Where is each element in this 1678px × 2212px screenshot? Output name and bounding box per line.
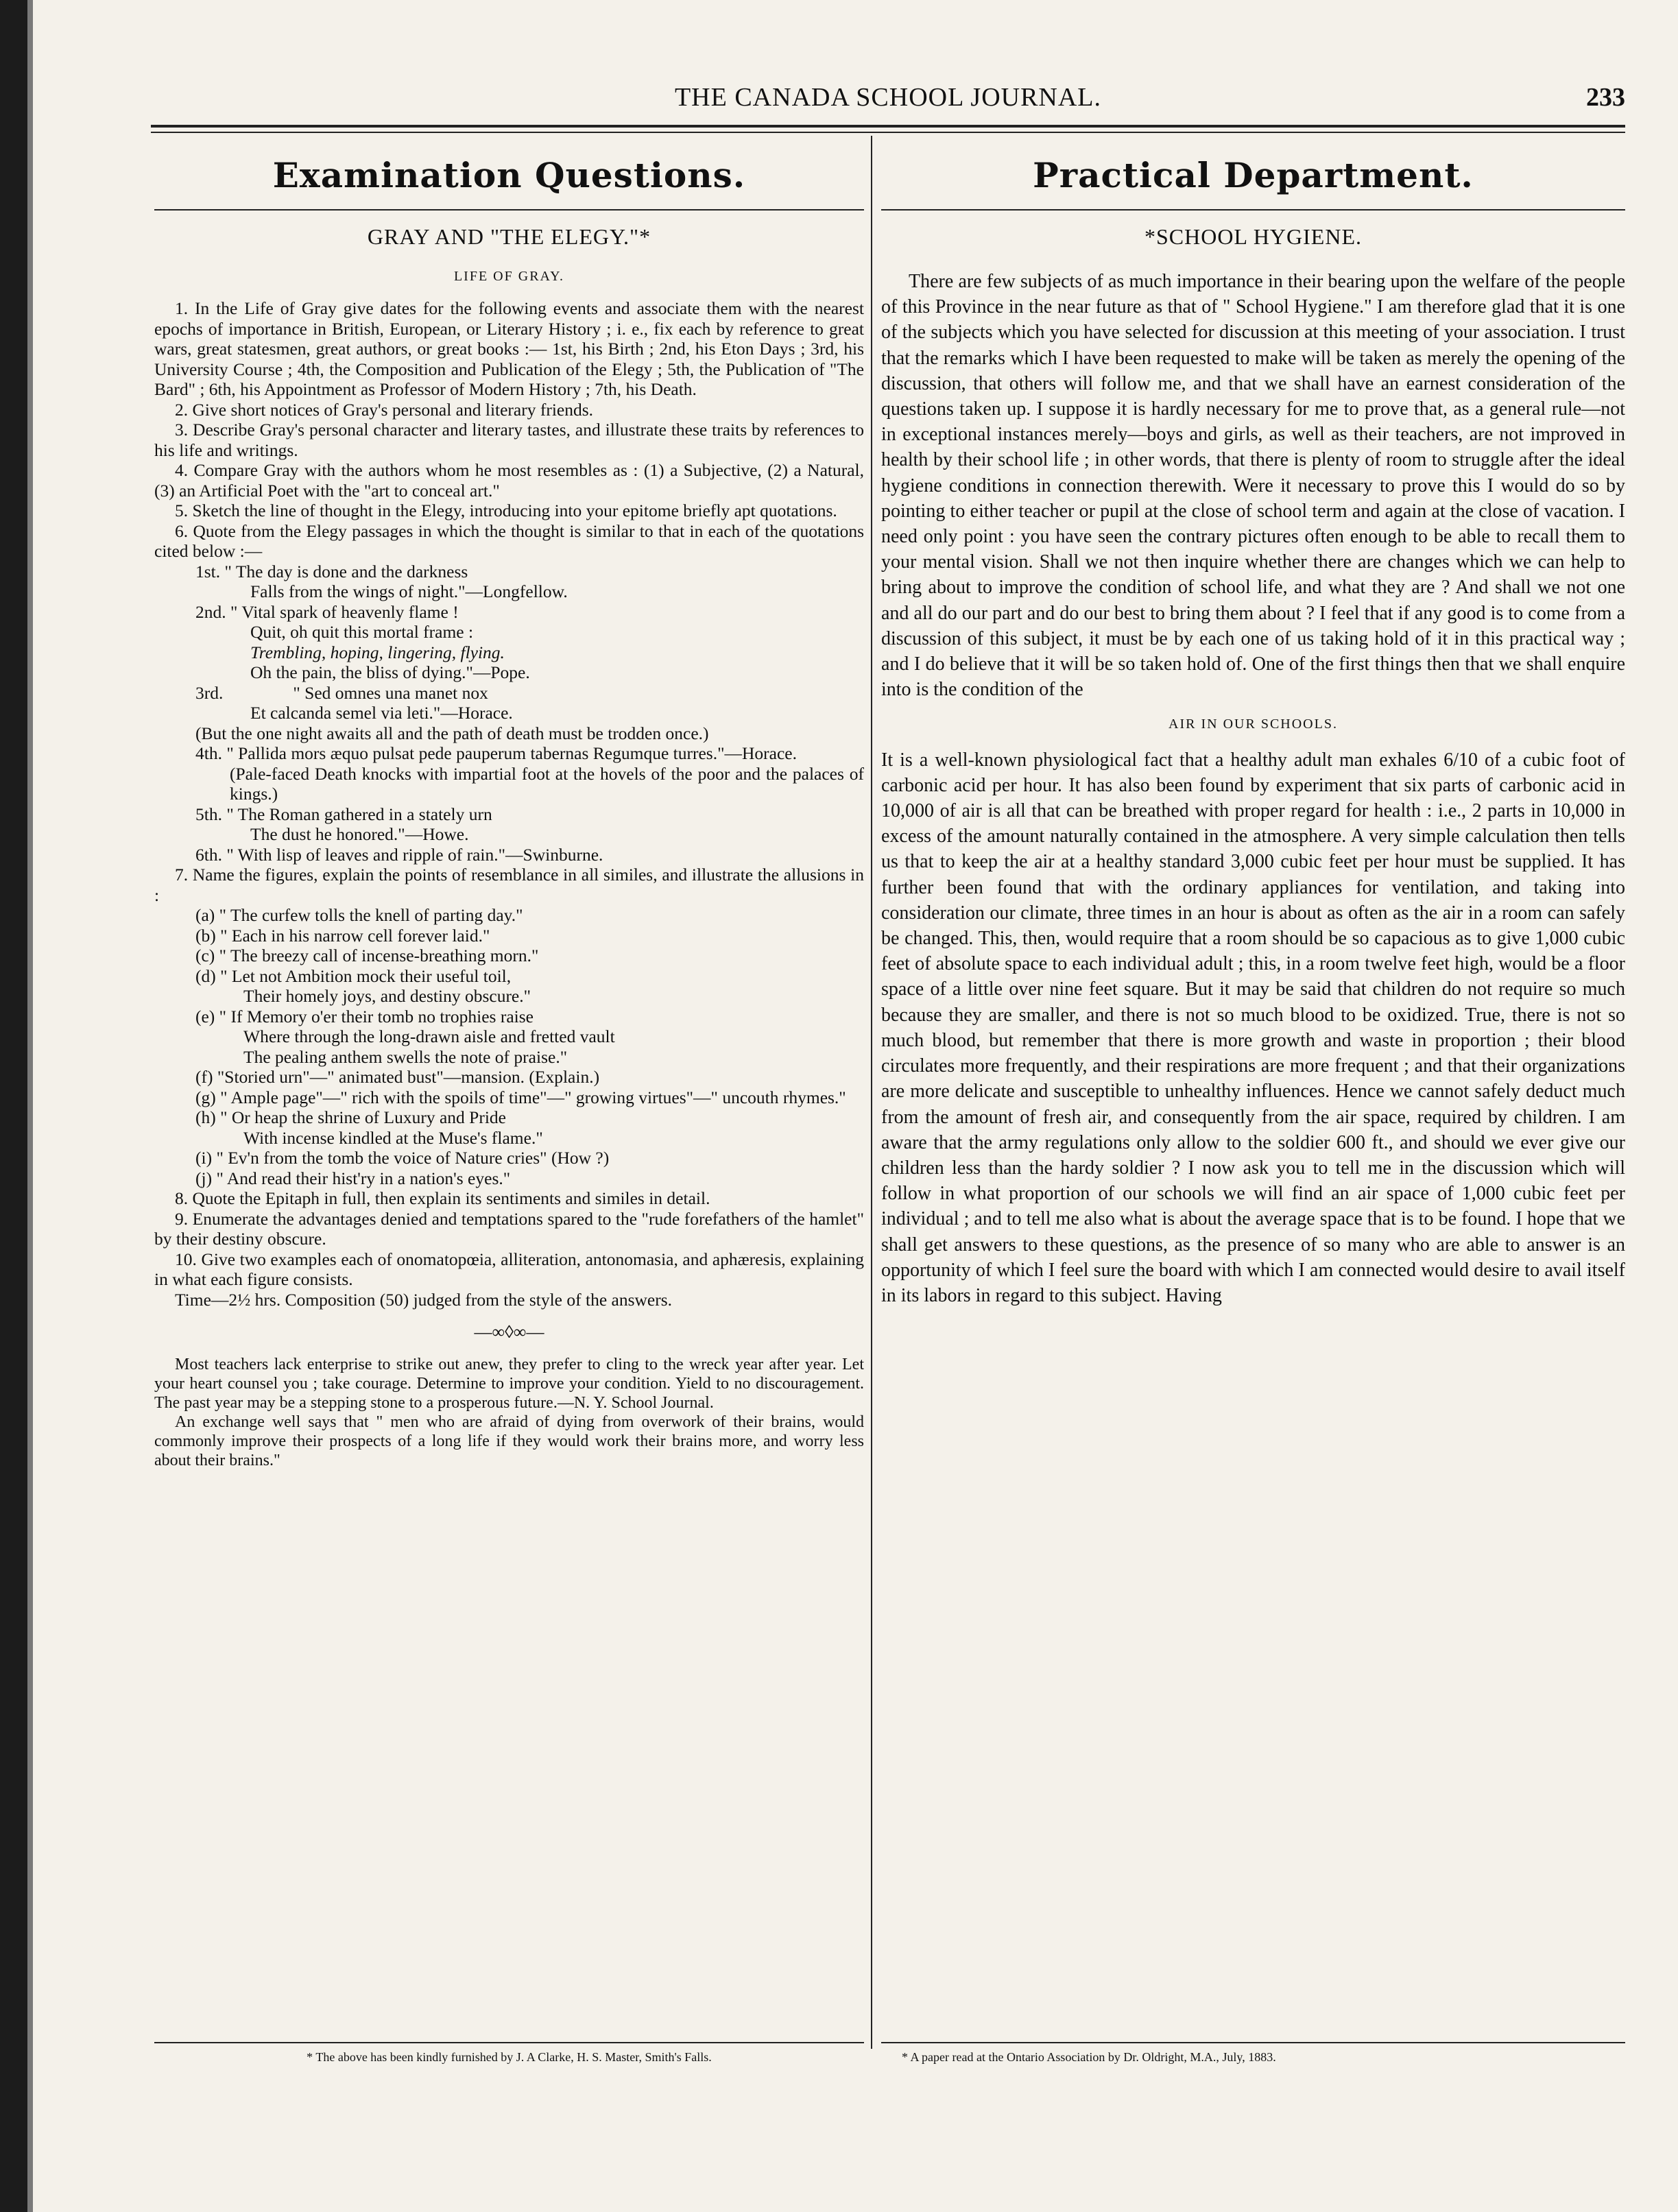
header-rule-thin [151,132,1625,133]
quote-6-3b: Et calcanda semel via leti."—Horace. [250,703,513,723]
quote-7-f: (f) "Storied urn"—" animated bust"—mansion. (Explain.) [195,1067,600,1087]
quote-6-2b: Quit, oh quit this mortal frame : [250,622,474,642]
footnote-right: * A paper read at the Ontario Association by Dr. Oldright, M.A., July, 1883. [902,2050,1276,2064]
air-in-schools-subtitle: AIR IN OUR SCHOOLS. [1168,717,1338,732]
quote-6-3a: 3rd. " Sed omnes una manet nox [195,682,488,703]
practical-department-heading: Practical Department. [1033,155,1474,195]
journal-title: THE CANADA SCHOOL JOURNAL. [674,83,1102,112]
footnote-left: * The above has been kindly furnished by J. A Clarke, H. S. Master, Smith's Falls. [307,2050,712,2064]
quote-6-2d: Oh the pain, the bliss of dying."—Pope. [250,662,530,682]
question-2: 2. Give short notices of Gray's personal and literary friends. [175,399,594,420]
quote-7-d2: Their homely joys, and destiny obscure." [243,986,531,1006]
page-number: 233 [1586,83,1625,112]
quote-6-4a: 4th. " Pallida mors æquo pulsat pede pauperum tabernas Regumque turres."—Horace. [195,743,797,763]
school-hygiene-title: *SCHOOL HYGIENE. [1144,224,1362,249]
examination-questions-heading: Examination Questions. [272,155,746,195]
quote-6-3c: (But the one night awaits all and the path of death must be trodden once.) [195,723,709,743]
column-divider [871,136,872,2049]
header-rule [151,125,1625,128]
exam-questions [154,298,864,1310]
heading-rule [881,209,1625,211]
question-3: 3. Describe Gray's personal character and literary tastes, and illustrate these traits by references to his life and writings. [154,420,864,460]
hygiene-article [881,269,1625,1308]
question-4: 4. Compare Gray with the authors whom he most resembles as : (1) a Subjective, (2) a Natural, (3) an Artificial Poet with the "art to conceal art." [154,460,864,501]
quote-6-5a: 5th. " The Roman gathered in a stately urn [195,804,492,824]
exchange-paragraph: An exchange well says that " men who are afraid of dying from overwork of their brains, would commonly improve their prospects of a long life if they would work their brains more, and worry less about their brains." [154,1413,864,1469]
quote-7-c: (c) " The breezy call of incense-breathing morn." [195,946,539,965]
question-10: 10. Give two examples each of onomatopœia, alliteration, antonomasia, and aphæresis, explaining in what each figure consists. [154,1249,864,1289]
page-binding-edge [0,0,48,2212]
footnote-rule-left [154,2042,864,2043]
life-of-gray-subtitle: LIFE OF GRAY. [453,269,565,284]
footnote-rule-right [881,2042,1625,2043]
quote-7-g: (g) " Ample page"—" rich with the spoils of time"—" growing virtues"—" uncouth rhymes." [195,1087,846,1107]
gray-elegy-title: GRAY AND "THE ELEGY."* [367,224,651,249]
hygiene-paragraph-1: There are few subjects of as much importance in their bearing upon the welfare of the people of this Province in the near future as that of " School Hygiene." I am therefore glad that it is one of the subjects which you have selected for discussion at this meeting of your association. I trust that the remarks which I have been requested to make will be taken as merely the opening of the discussion, that others will follow me, and that we shall have an earnest consideration of the questions taken up. I suppose it is hardly necessary for me to prove that, as a general rule—not in exceptional instances merely—boys and girls, as well as their teachers, are not improved in health by their school life ; in other words, that there is plenty of room to struggle after the ideal hygiene conditions in connection therewith. Were it necessary to prove this I would do so by pointing to either teacher or pupil at the close of school term and again at the close of vacation. I need only point : you have seen the contrary pictures often enough to be able to recall them to your mental vision. Shall we not then inquire whether there are changes which we can help to bring about to improve the condition of school life, and what they are ? And shall we not one and all do our part and do our best to bring them about ? I feel that if any good is to come from a discussion of this subject, it must be by each one of us taking hold of it in this practical way ; and I do believe that it will be so taken hold of. One of the first things then that we shall enquire into is the condition of the [881,271,1625,701]
quote-7-j: (j) " And read their hist'ry in a nation's eyes." [195,1168,511,1188]
page-header [151,77,1625,125]
left-column [154,136,864,1470]
quote-7-a: (a) " The curfew tolls the knell of parting day." [195,905,523,925]
quote-7-b: (b) " Each in his narrow cell forever laid." [195,925,490,946]
quote-7-h2: With incense kindled at the Muse's flame." [243,1127,543,1148]
question-7: 7. Name the figures, explain the points of resemblance in all similes, and illustrate the allusions in : [154,865,864,905]
quote-6-2c: Trembling, hoping, lingering, flying. [250,642,505,662]
question-6: 6. Quote from the Elegy passages in which the thought is similar to that in each of the quotations cited below :— [154,520,864,561]
question-9: 9. Enumerate the advantages denied and temptations spared to the "rude forefathers of the hamlet" by their destiny obscure. [154,1208,864,1249]
heading-rule [154,209,864,211]
question-8: 8. Quote the Epitaph in full, then explain its sentiments and similes in detail. [175,1188,710,1208]
quote-7-e1: (e) " If Memory o'er their tomb no trophies raise [195,1006,534,1026]
quote-7-i: (i) " Ev'n from the tomb the voice of Nature cries" (How ?) [195,1148,610,1168]
ornament-divider: —∞◊∞— [474,1322,544,1342]
quote-7-d1: (d) " Let not Ambition mock their useful toil, [195,965,512,986]
hygiene-paragraph-2: It is a well-known physiological fact that a healthy adult man exhales 6/10 of a cubic foot of carbonic acid per hour. It has also been found by experiment that six parts of carbonic acid in 10,000 of air is all that can be breathed with proper regard for health : i.e., 2 parts in 10,000 in excess of the amount naturally contained in the atmosphere. A very simple calculation then tells us that to keep the air at a healthy standard 3,000 cubic feet per hour must be supplied. It has further been found that with the ordinary appliances for ventilation, and taking into consideration our climate, three times in an hour is about as often as the air in a room can safely be changed. This, then, would require that a room should be so capacious as to give 1,000 cubic feet of absolute space to each individual adult ; this, in a room twelve feet high, would be a floor space of a little over nine feet square. But it may be said that children do not require so much because they are smaller, and there is not so much blood to be oxidized. True, there is not so much blood, but remember that there is more growth and waste in proportion ; their blood circulates more frequently, and their respirations are more frequent ; and that their organizations are more delicate and susceptible to unhealthy influences. Hence we cannot safely deduct much from the amount of fresh air, and consequently from the air space, required by children. I am aware that the army regulations only allow to the soldier 600 ft., and should we ever give our children less than the hardy soldier ? I now ask you to tell me in the discussion which will follow in what proportion of our schools we will find an air space of 1,000 cubic feet per individual ; and to tell me also what is about the average space that is to be found. I hope that we shall get answers to these questions, as the presence of so many who are able to answer is an opportunity of which I feel sure the board with which I am connected would desire to avail itself in its labors in regard to this subject. Having [881,749,1625,1306]
enterprise-paragraph: Most teachers lack enterprise to strike out anew, they prefer to cling to the wreck year after year. Let your heart counsel you ; take courage. Determine to improve your condition. Yield to no discouragement. The past year may be a stepping stone to a prosperous future.—N. Y. School Journal. [154,1356,864,1412]
quote-7-e3: The pealing anthem swells the note of praise." [243,1046,568,1067]
question-5: 5. Sketch the line of thought in the Elegy, introducing into your epitome briefly apt quotations. [175,501,837,520]
quote-7-h1: (h) " Or heap the shrine of Luxury and Pride [195,1107,506,1127]
quote-6-5b: The dust he honored."—Howe. [250,824,469,844]
quote-6-1b: Falls from the wings of night."—Longfellow. [250,581,568,601]
quote-6-2a: 2nd. " Vital spark of heavenly flame ! [195,601,459,622]
quote-7-e2: Where through the long-drawn aisle and fretted vault [243,1026,615,1046]
quote-6-1a: 1st. " The day is done and the darkness [195,561,468,581]
quote-6-6: 6th. " With lisp of leaves and ripple of rain."—Swinburne. [195,844,603,865]
time-note: Time—2½ hrs. Composition (50) judged from the style of the answers. [175,1289,673,1310]
right-column [881,136,1625,1308]
left-notes [154,1355,864,1470]
question-1: 1. In the Life of Gray give dates for the following events and associate them with the nearest epochs of importance in British, European, or Literary History ; i. e., fix each by reference to great wars, great statesmen, great authors, or great books :— 1st, his Birth ; 2nd, his Eton Days ; 3rd, his University Course ; 4th, the Composition and Publication of the Elegy ; 5th, the Publication of "The Bard" ; 6th, his Appointment as Professor of Modern History ; 7th, his Death. [154,298,864,399]
quote-6-4b: (Pale-faced Death knocks with impartial foot at the hovels of the poor and the palaces of kings.) [230,763,864,804]
